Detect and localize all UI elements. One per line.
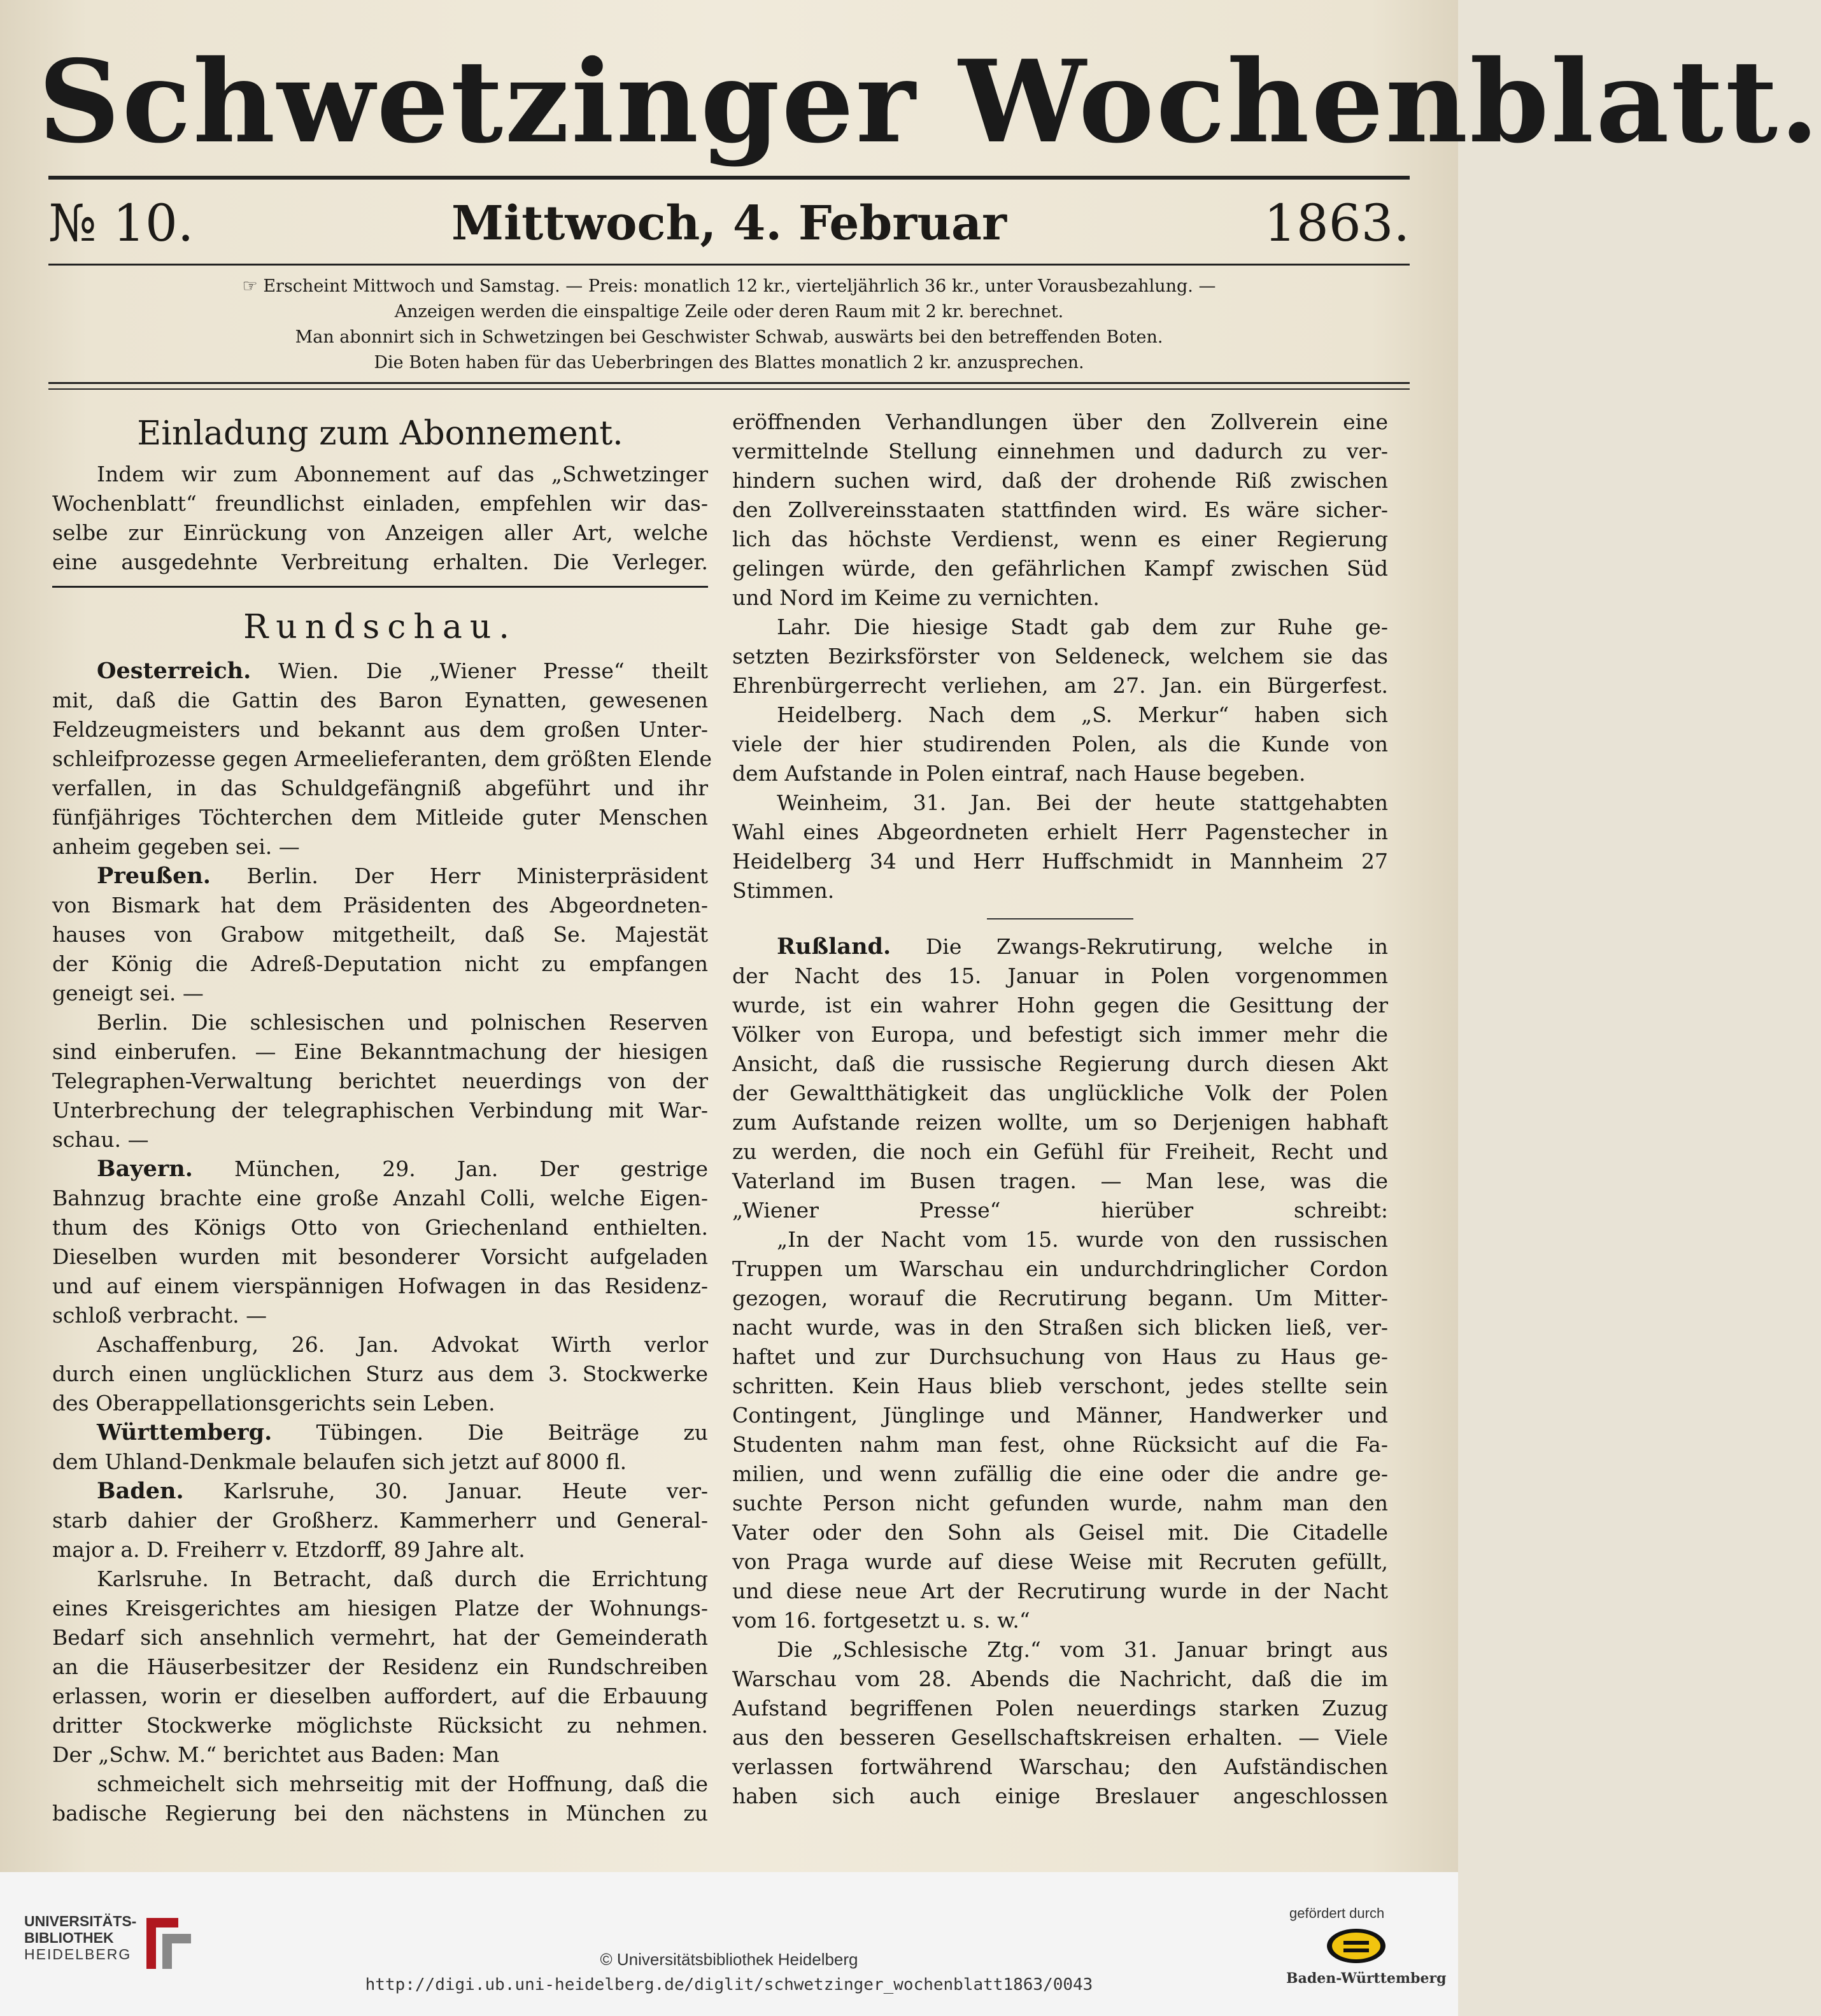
text-line <box>52 1828 708 1857</box>
text-line: Feldzeugmeisters und bekannt aus dem großen Unter- <box>52 717 708 742</box>
text-line: anheim gegeben sei. — <box>52 834 300 859</box>
terms-line: Man abonnirt sich in Schwetzingen bei Geschwister Schwab, auswärts bei den betreffenden Boten. <box>295 327 1163 347</box>
text-line: Karlsruhe. In Betracht, daß durch die Errichtung <box>97 1566 708 1591</box>
text-line: Der „Schw. M.“ berichtet aus Baden: Man <box>52 1742 500 1767</box>
column-left <box>52 408 712 1857</box>
terms-line: Anzeigen werden die einspaltige Zeile oder deren Raum mit 2 kr. berechnet. <box>394 302 1064 322</box>
text-line: haben sich auch einige Breslauer angeschlossen <box>732 1784 1388 1808</box>
dateline-rule <box>48 264 1410 266</box>
text-line: haftet und zur Durchsuchung von Haus zu Haus ge- <box>732 1344 1388 1369</box>
text-line: von Bismark hat dem Präsidenten des Abgeordneten- <box>52 893 708 918</box>
text-line: schleifprozesse gegen Armeelieferanten, dem größten Elende <box>52 746 712 771</box>
text-line: hauses von Grabow mitgetheilt, daß Se. Majestät <box>52 922 708 947</box>
region-keyword: Württemberg. <box>97 1419 273 1445</box>
text-line: „In der Nacht vom 15. wurde von den russischen <box>777 1227 1388 1252</box>
region-keyword: Preußen. <box>97 863 211 889</box>
invitation-heading: Einladung zum Abonnement. <box>137 415 623 453</box>
text-line: der Nacht des 15. Januar in Polen vorgenommen <box>732 963 1388 988</box>
source-url[interactable]: http://digi.ub.uni-heidelberg.de/diglit/schwetzinger_wochenblatt1863/0043 <box>365 1975 1093 1994</box>
masthead-rule <box>48 176 1410 180</box>
text-line: Warschau vom 28. Abends die Nachricht, daß die im <box>732 1666 1388 1691</box>
text-line: eines Kreisgerichtes am hiesigen Platze der Wohnungs- <box>52 1596 708 1621</box>
text-line: „Wiener Presse“ hierüber schreibt: <box>732 1198 1388 1223</box>
text-line: Bedarf sich ansehnlich vermehrt, hat der Gemeinderath <box>52 1625 708 1650</box>
text-line: Ehrenbürgerrecht verliehen, am 27. Jan. ein Bürgerfest. <box>732 673 1388 698</box>
text-line: vom 16. fortgesetzt u. s. w.“ <box>732 1608 1030 1633</box>
text-line: setzten Bezirksförster von Seldeneck, welchem sie das <box>732 644 1388 669</box>
text-line: durch einen unglücklichen Sturz aus dem 3. Stockwerke <box>52 1361 708 1386</box>
text-line: viele der hier studirenden Polen, als die Kunde von <box>732 732 1388 756</box>
text-line: selbe zur Einrückung von Anzeigen aller Art, welche <box>52 520 708 545</box>
text-line: schmeichelt sich mehrseitig mit der Hoffnung, daß die <box>97 1771 708 1796</box>
subscription-terms <box>48 274 1410 376</box>
text-line: Telegraphen-Verwaltung berichtet neuerdings von der <box>52 1068 708 1093</box>
text-line: major a. D. Freiherr v. Etzdorff, 89 Jahre alt. <box>52 1537 525 1562</box>
short-divider <box>987 918 1133 919</box>
text-line: sind einberufen. — Eine Bekanntmachung der hiesigen <box>52 1039 708 1064</box>
text-line: Rußland. Die Zwangs-Rekrutirung, welche in <box>777 933 1388 960</box>
terms-line: ☞ Erscheint Mittwoch und Samstag. — Preis: monatlich 12 kr., vierteljährlich 36 kr., unter Vorausbezahlung. — <box>242 276 1216 296</box>
text-line: Lahr. Die hiesige Stadt gab dem zur Ruhe ge- <box>777 614 1388 639</box>
text-line: Unterbrechung der telegraphischen Verbindung mit War- <box>52 1098 708 1123</box>
text-line: milien, und wenn zufällig die eine oder die andre ge- <box>732 1461 1388 1486</box>
text-line: Oesterreich. Wien. Die „Wiener Presse“ theilt <box>97 658 708 684</box>
text-line: vermittelnde Stellung einnehmen und dadurch zu ver- <box>732 439 1388 464</box>
region-keyword: Oesterreich. <box>97 658 252 684</box>
issue-number: № 10. <box>48 194 194 253</box>
terms-rule-top <box>48 382 1410 384</box>
text-line: dem Uhland-Denkmale belaufen sich jetzt auf 8000 fl. <box>52 1449 627 1474</box>
text-line: verfallen, in das Schuldgefängniß abgeführt und ihr <box>52 776 708 800</box>
text-line: Bayern. München, 29. Jan. Der gestrige <box>97 1156 708 1182</box>
text-line: schloß verbracht. — <box>52 1303 267 1328</box>
masthead-title: Schwetzinger Wochenblatt. <box>38 35 1821 168</box>
text-line: der König die Adreß-Deputation nicht zu empfangen <box>52 951 708 976</box>
terms-rule-bottom <box>48 388 1410 390</box>
text-line: dritter Stockwerke möglichste Rücksicht zu nehmen. <box>52 1713 708 1738</box>
text-line: schritten. Kein Haus blieb verschont, jedes stellte sein <box>732 1374 1388 1398</box>
text-line: Weinheim, 31. Jan. Bei der heute stattgehabten <box>777 790 1388 815</box>
text-line: Aschaffenburg, 26. Jan. Advokat Wirth verlor <box>97 1332 708 1357</box>
text-line: Aufstand begriffenen Polen neuerdings starken Zuzug <box>732 1696 1388 1721</box>
text-line: Völker von Europa, und befestigt sich immer mehr die <box>732 1022 1388 1047</box>
column-right <box>732 408 1388 1811</box>
text-line: Dieselben wurden mit besonderer Vorsicht aufgeladen <box>52 1244 708 1269</box>
text-line: zum Aufstande reizen wollte, um so Derjenigen habhaft <box>732 1110 1388 1135</box>
rundschau-heading: Rundschau. <box>243 608 517 646</box>
text-line: nacht wurde, was in den Straßen sich blicken ließ, ver- <box>732 1315 1388 1340</box>
university-library-logo: UNIVERSITÄTS- BIBLIOTHEK HEIDELBERG <box>24 1913 137 1963</box>
text-line: schau. — <box>52 1127 149 1152</box>
text-line: Wahl eines Abgeordneten erhielt Herr Pagenstecher in <box>732 820 1388 844</box>
text-line: Indem wir zum Abonnement auf das „Schwetzinger <box>97 462 708 486</box>
text-line: Vater oder den Sohn als Geisel mit. Die Citadelle <box>732 1520 1388 1545</box>
text-line: Heidelberg 34 und Herr Huffschmidt in Mannheim 27 <box>732 849 1388 874</box>
text-line: Truppen um Warschau ein undurchdringlicher Cordon <box>732 1256 1388 1281</box>
text-line: suchte Person nicht gefunden wurde, nahm man den <box>732 1491 1388 1516</box>
text-line: verlassen fortwährend Warschau; den Aufständischen <box>732 1754 1388 1779</box>
text-line: Baden. Karlsruhe, 30. Januar. Heute ver- <box>97 1478 708 1504</box>
region-keyword: Baden. <box>97 1478 184 1504</box>
text-line: und diese neue Art der Recrutirung wurde in der Nacht <box>732 1579 1388 1603</box>
text-line: wurde, ist ein wahrer Hohn gegen die Gesittung der <box>732 993 1388 1018</box>
text-line: Württemberg. Tübingen. Die Beiträge zu <box>97 1419 708 1445</box>
state-name: Baden-Württemberg <box>1286 1970 1447 1987</box>
text-line: Contingent, Jünglinge und Männer, Handwerker und <box>732 1403 1388 1428</box>
text-line: Studenten nahm man fest, ohne Rücksicht auf die Fa- <box>732 1432 1388 1457</box>
text-line: den Zollvereinsstaaten stattfinden wird. Es wäre sicher- <box>732 497 1388 522</box>
text-line: des Oberappellationsgerichts sein Leben. <box>52 1391 495 1416</box>
text-line: Wochenblatt“ freundlichst einladen, empfehlen wir das- <box>52 491 708 516</box>
text-line: eröffnenden Verhandlungen über den Zollverein eine <box>732 409 1388 434</box>
text-line: und auf einem vierspännigen Hofwagen in das Residenz- <box>52 1274 708 1298</box>
region-keyword: Rußland. <box>777 933 891 960</box>
text-line: Vaterland im Busen tragen. — Man lese, was die <box>732 1168 1388 1193</box>
text-line: an die Häuserbesitzer der Residenz ein Rundschreiben <box>52 1654 708 1679</box>
issue-year: 1863. <box>1263 194 1410 253</box>
section-rule <box>52 586 708 588</box>
copyright-notice: © Universitätsbibliothek Heidelberg <box>600 1950 858 1969</box>
text-line: lich das höchste Verdienst, wenn es einer Regierung <box>732 527 1388 551</box>
text-line: eine ausgedehnte Verbreitung erhalten. Die Verleger. <box>52 550 708 574</box>
text-line: und Nord im Keime zu vernichten. <box>732 585 1100 610</box>
terms-line: Die Boten haben für das Ueberbringen des Blattes monatlich 2 kr. anzusprechen. <box>374 353 1084 373</box>
text-line: Die „Schlesische Ztg.“ vom 31. Januar bringt aus <box>777 1637 1388 1662</box>
text-line: thum des Königs Otto von Griechenland enthielten. <box>52 1215 708 1240</box>
text-line: starb dahier der Großherz. Kammerherr und General- <box>52 1508 708 1533</box>
dateline <box>48 188 1410 259</box>
text-line: Preußen. Berlin. Der Herr Ministerpräsident <box>97 863 708 889</box>
text-line: von Praga wurde auf diese Weise mit Recruten gefüllt, <box>732 1549 1388 1574</box>
text-line: gezogen, worauf die Recrutirung begann. Um Mitter- <box>732 1286 1388 1310</box>
text-line: Bahnzug brachte eine große Anzahl Colli, welche Eigen- <box>52 1186 708 1210</box>
funding-note: gefördert durch <box>1289 1905 1385 1921</box>
text-line: mit, daß die Gattin des Baron Eynatten, gewesenen <box>52 688 708 713</box>
text-line: badische Regierung bei den nächstens in München zu <box>52 1801 708 1826</box>
region-keyword: Bayern. <box>97 1156 193 1182</box>
library-footer <box>0 1872 1458 2016</box>
text-line: Berlin. Die schlesischen und polnischen Reserven <box>97 1010 708 1035</box>
text-line: dem Aufstande in Polen eintraf, nach Hause begeben. <box>732 761 1306 786</box>
text-line: gelingen würde, den gefährlichen Kampf zwischen Süd <box>732 556 1388 581</box>
issue-date: Mittwoch, 4. Februar <box>451 196 1007 251</box>
text-line: erlassen, worin er dieselben auffordert, auf die Erbauung <box>52 1684 708 1708</box>
text-line: zu werden, die noch ein Gefühl für Freiheit, Recht und <box>732 1139 1388 1164</box>
text-line: fünfjähriges Töchterchen dem Mitleide guter Menschen <box>52 805 708 830</box>
text-line: Stimmen. <box>732 878 835 903</box>
text-line: der Gewaltthätigkeit das unglückliche Volk der Polen <box>732 1081 1388 1105</box>
text-line: hindern suchen wird, daß der drohende Riß zwischen <box>732 468 1388 493</box>
text-line: Ansicht, daß die russische Regierung durch diesen Akt <box>732 1051 1388 1076</box>
text-line: Heidelberg. Nach dem „S. Merkur“ haben sich <box>777 702 1388 727</box>
text-line: aus den besseren Gesellschaftskreisen erhalten. — Viele <box>732 1725 1388 1750</box>
text-line: geneigt sei. — <box>52 981 204 1005</box>
